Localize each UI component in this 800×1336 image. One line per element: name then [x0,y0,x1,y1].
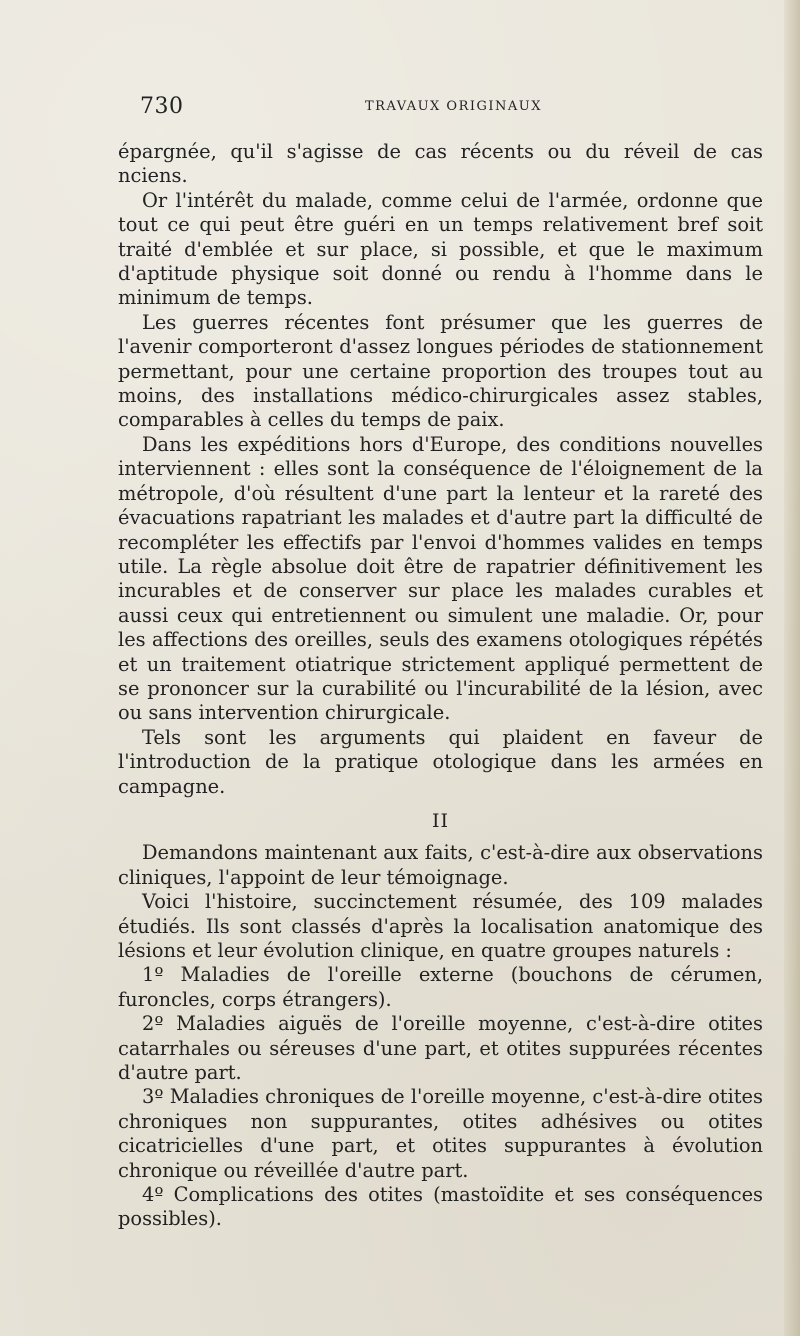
paragraph: épargnée, qu'il s'agisse de cas récents ou du réveil de cas nciens. [118,140,763,188]
paragraph: Or l'intérêt du malade, comme celui de l'armée, ordonne que tout ce qui peut être guéri en un temps relativement bref soit traité d'emblée et sur place, si possible, et que le maximum d'aptitude physique soit donné ou rendu à l'homme dans le minimum de temps. [118,188,763,310]
list-item: 2º Maladies aiguës de l'oreille moyenne, c'est-à-dire otites catarrhales ou séreuses d'une part, et otites suppurées récentes d'autre part. [118,1012,763,1085]
body-text [118,140,763,1232]
list-item: 1º Maladies de l'oreille externe (bouchons de cérumen, furoncles, corps étrangers). [118,963,763,1011]
paragraph: Demandons maintenant aux faits, c'est-à-dire aux observations cliniques, l'appoint de leur témoignage. [118,841,763,889]
paragraph: Tels sont les arguments qui plaident en faveur de l'introduction de la pratique otologique dans les armées en campagne. [118,725,763,798]
page-edge-shadow [784,0,800,1336]
paragraph: Les guerres récentes font présumer que les guerres de l'avenir comporteront d'assez longues périodes de stationnement permettant, pour une certaine proportion des troupes tout au moins, des installations médico-chirurgicales assez stables, comparables à celles du temps de paix. [118,310,763,432]
paragraph: Dans les expéditions hors d'Europe, des conditions nouvelles interviennent : elles sont la conséquence de l'éloignement de la métropole, d'où résultent d'une part la lenteur et la rareté des évacuations rapatriant les malades et d'autre part la difficulté de recompléter les effectifs par l'envoi d'hommes valides en temps utile. La règle absolue doit être de rapatrier définitivement les incurables et de conserver sur place les malades curables et aussi ceux qui entretiennent ou simulent une maladie. Or, pour les affections des oreilles, seuls des examens otologiques répétés et un traitement otiatrique strictement appliqué permettent de se prononcer sur la curabilité ou l'incurabilité de la lésion, avec ou sans intervention chirurgicale. [118,432,763,725]
list-item: 4º Complications des otites (mastoïdite et ses conséquences possibles). [118,1183,763,1231]
page-number: 730 [140,94,184,119]
list-item: 3º Maladies chroniques de l'oreille moyenne, c'est-à-dire otites chroniques non suppurantes, otites adhésives ou otites cicatricielles d'une part, et otites suppurantes à évolution chronique ou réveillée d'autre part. [118,1085,763,1182]
page-header [140,94,760,118]
section-heading: II [431,809,449,832]
paragraph: Voici l'histoire, succinctement résumée, des 109 malades étudiés. Ils sont classés d'après la localisation anatomique des lésions et leur évolution clinique, en quatre groupes naturels : [118,890,763,962]
running-head: TRAVAUX ORIGINAUX [365,99,543,114]
